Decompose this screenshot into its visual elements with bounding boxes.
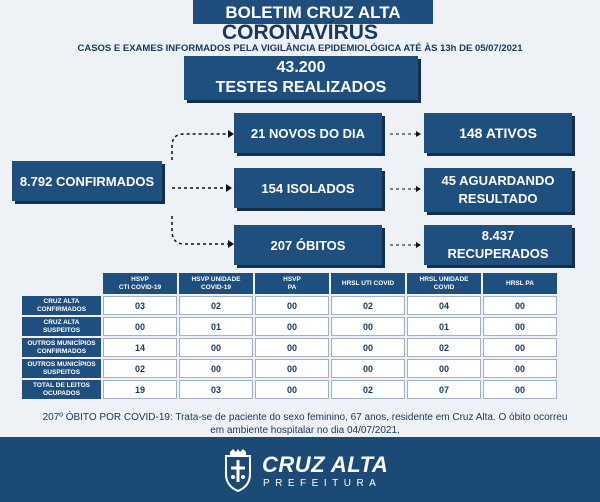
row-header-line: CONFIRMADOS (36, 347, 87, 355)
row-header-line: SUSPEITOS (42, 326, 81, 334)
col-header (407, 273, 481, 294)
table-cell: 00 (255, 296, 329, 315)
col-header (255, 273, 329, 294)
awaiting-line2: RESULTADO (458, 191, 538, 206)
table-cell: 00 (331, 359, 405, 378)
row-header (22, 317, 101, 336)
arrow-to-new-today (172, 134, 228, 160)
table-cell: 00 (103, 317, 177, 336)
recovered-box (424, 225, 572, 265)
recovered-label: RECUPERADOS (447, 246, 549, 261)
table-cell: 07 (407, 380, 481, 399)
hospital-beds-table (20, 271, 559, 401)
table-cell: 04 (407, 296, 481, 315)
row-header-line: OCUPADOS (42, 389, 81, 397)
row-header-line: OUTROS MUNICÍPIOS (27, 339, 96, 347)
deaths-box: 207 ÓBITOS (234, 225, 382, 265)
row-header-line: CRUZ ALTA (43, 297, 80, 305)
awaiting-line1: 45 AGUARDANDO (441, 173, 555, 188)
table-cell: 00 (331, 317, 405, 336)
col-header (179, 273, 253, 294)
table-cell: 14 (103, 338, 177, 357)
table-cell: 00 (483, 296, 557, 315)
row-header (22, 380, 101, 399)
row-header-line: TOTAL DE LEITOS (33, 381, 90, 389)
table-corner (22, 273, 101, 294)
table-cell: 00 (255, 317, 329, 336)
table-cell: 00 (483, 359, 557, 378)
table-cell: 00 (255, 380, 329, 399)
col-header-line: HSVP UNIDADE (191, 275, 241, 283)
table-cell: 02 (331, 296, 405, 315)
isolated-box: 154 ISOLADOS (234, 168, 382, 208)
table-cell: 02 (103, 359, 177, 378)
table-row (22, 317, 557, 336)
col-header (103, 273, 177, 294)
table-cell: 00 (179, 359, 253, 378)
table-row (22, 380, 557, 399)
col-header-line: HRSL PA (506, 279, 534, 287)
col-header (331, 273, 405, 294)
coronavirus-title: CORONAVÍRUS (222, 21, 378, 44)
table-cell: 02 (179, 296, 253, 315)
col-header-line: COVID (433, 283, 455, 291)
table-row (22, 296, 557, 315)
table-header-row (22, 273, 557, 294)
row-header (22, 359, 101, 378)
table-cell: 00 (483, 317, 557, 336)
col-header-line: HRSL UNIDADE (419, 275, 469, 283)
table-cell: 00 (255, 359, 329, 378)
table-cell: 03 (179, 380, 253, 399)
table-cell: 00 (255, 338, 329, 357)
table-row (22, 338, 557, 357)
col-header-line: HSVP (131, 275, 149, 283)
row-header-line: CONFIRMADOS (36, 305, 87, 313)
col-header-line: CTI COVID-19 (118, 283, 162, 291)
confirmed-box: 8.792 CONFIRMADOS (12, 161, 162, 201)
table-cell: 00 (483, 380, 557, 399)
row-header (22, 338, 101, 357)
awaiting-box (424, 168, 572, 212)
city-logo-title: CRUZ ALTA (262, 452, 389, 477)
table-cell: 19 (103, 380, 177, 399)
row-header (22, 296, 101, 315)
recovered-value: 8.437 (481, 228, 515, 243)
col-header-line: HRSL UTI COVID (341, 279, 395, 287)
table-cell: 00 (407, 359, 481, 378)
tests-value: 43.200 (276, 59, 326, 76)
active-box: 148 ATIVOS (424, 113, 572, 153)
row-header-line: SUSPEITOS (42, 368, 81, 376)
row-header-line: CRUZ ALTA (43, 318, 80, 326)
table-cell: 02 (407, 338, 481, 357)
coat-of-arms-icon (222, 448, 254, 492)
bulletin-title: BOLETIM CRUZ ALTA (193, 0, 433, 24)
new-today-box: 21 NOVOS DO DIA (234, 113, 382, 153)
city-logo-subtitle: PREFEITURA (263, 478, 382, 489)
table-cell: 02 (331, 380, 405, 399)
table-row (22, 359, 557, 378)
table-cell: 01 (179, 317, 253, 336)
report-caption: CASOS E EXAMES INFORMADOS PELA VIGILÂNCIA EPIDEMIOLÓGICA ATÉ ÀS 13h DE 05/07/2021 (77, 43, 523, 54)
col-header-line: PA (287, 283, 297, 291)
death-note: 207º ÓBITO POR COVID-19: Trata-se de paciente do sexo feminino, 67 anos, residente em Cruz Alta. O óbito ocorreu em ambiente hospitalar no dia 04/07/2021. (42, 412, 568, 436)
col-header (483, 273, 557, 294)
col-header-line: HSVP (283, 275, 301, 283)
tests-label: TESTES REALIZADOS (215, 79, 387, 96)
row-header-line: OUTROS MUNICÍPIOS (27, 360, 96, 368)
table-cell: 01 (407, 317, 481, 336)
table-cell: 03 (103, 296, 177, 315)
arrow-to-deaths (172, 216, 228, 244)
col-header-line: COVID-19 (201, 283, 231, 291)
table-cell: 00 (483, 338, 557, 357)
table-cell: 00 (331, 338, 405, 357)
table-cell: 00 (179, 338, 253, 357)
